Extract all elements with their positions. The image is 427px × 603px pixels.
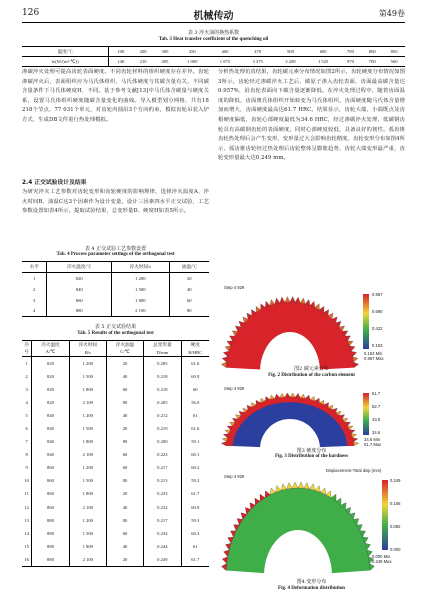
fig4-step-label: Step 4 929 — [224, 474, 245, 479]
table5-cell: 1 200 — [69, 357, 106, 370]
gear-tooth — [352, 357, 357, 363]
table5-cell: 880 — [32, 514, 69, 527]
table5-header-unit: 号 — [22, 349, 32, 357]
table5-cell: 2 — [22, 370, 32, 383]
table-row — [22, 306, 209, 317]
table5-cell: 20 — [106, 553, 143, 566]
table3-cell: 970 — [346, 59, 354, 64]
fig4-min-label: 0.000 Min — [372, 554, 391, 559]
fig4-caption-en: Fig. 4 Deformation distribution — [278, 586, 345, 591]
table4-cell: 1 800 — [112, 295, 170, 306]
gear-tooth — [222, 357, 227, 363]
fig2-step-label: Step 4 929 — [224, 285, 245, 290]
table5-cell: 880 — [32, 540, 69, 553]
table5-cell: 840 — [32, 448, 69, 461]
gear-tooth — [290, 297, 295, 303]
table3-cell: 470 — [254, 49, 262, 54]
fig4-gear-image — [218, 474, 405, 584]
table5-cell: 0.205 — [144, 357, 181, 370]
fig4-caption-cn: 图4 变形分布 — [296, 579, 327, 585]
table5-cell: 80 — [106, 396, 143, 409]
table3-caption-cn: 表 3 淬火油的换热系数 — [187, 30, 240, 36]
table3-caption-en: Tab. 3 Heat transfer coefficient of the quenching oil — [158, 37, 269, 42]
table5-cell: 860 — [32, 474, 69, 487]
table5-cell: 61.7 — [191, 491, 200, 497]
table5-cell: 1 800 — [69, 487, 106, 500]
table-row — [22, 461, 209, 474]
table5-cell: 59.3 — [191, 517, 200, 523]
table5-cell: 820 — [32, 383, 69, 396]
gear-body — [226, 488, 370, 573]
table-row — [22, 527, 209, 540]
fig3-tick-1: 61.7 — [372, 391, 381, 396]
fig4-tick-3: 0.082 — [390, 524, 401, 529]
table5-header: 总变形量 — [144, 341, 181, 349]
table5-cell: 10 — [22, 474, 32, 487]
table-row — [22, 487, 209, 500]
table5-cell: 59.2 — [191, 478, 200, 484]
table5-cell: 20 — [106, 357, 143, 370]
table5-cell: 2 100 — [69, 448, 106, 461]
table5-cell: 60.2 — [191, 465, 200, 471]
table5-cell: 0.218 — [144, 383, 181, 396]
table3-row-label: h/(W/(m²·℃)) — [22, 57, 109, 67]
table3-cell: 3 200 — [285, 59, 296, 64]
table3-cell: 560 — [390, 59, 398, 64]
gear-tooth — [222, 564, 227, 571]
table5-cell: 0.212 — [144, 409, 181, 422]
fig2-gear-image — [218, 290, 405, 374]
gear-tooth — [304, 483, 310, 490]
table5-cell: 8 — [22, 448, 32, 461]
table3-cell: 350 — [188, 49, 196, 54]
table3-cell: 850 — [390, 49, 398, 54]
fig2-tick-2: 0.690 — [372, 309, 383, 314]
table4-cell: 4 — [22, 306, 47, 317]
table5-cell: 60 — [106, 527, 143, 540]
table3-cell: 1 875 — [219, 59, 231, 64]
table-row — [22, 422, 209, 435]
table-row — [22, 370, 209, 383]
table5-cell: 11 — [22, 487, 32, 500]
table5-header-unit: D/mm — [144, 349, 181, 357]
table5-caption-en: Tab. 5 Results of the orthogonal test — [77, 331, 154, 336]
table5-cell: 1 500 — [69, 370, 106, 383]
table5-cell: 60 — [106, 461, 143, 474]
table4-cell: 2 100 — [112, 306, 170, 317]
gear-tooth — [280, 393, 285, 397]
table5-cell: 0.217 — [144, 461, 181, 474]
table-row — [22, 273, 209, 284]
table5-cell: 820 — [32, 396, 69, 409]
table3-cell: 1 000 — [187, 59, 198, 64]
gear-tooth — [285, 297, 290, 303]
table5-cell: 1 200 — [69, 461, 106, 474]
table4-header: 水平 — [22, 262, 47, 273]
table-row — [22, 540, 209, 553]
table5-cell: 40 — [106, 409, 143, 422]
table5-cell: 880 — [32, 553, 69, 566]
gear-tooth — [369, 564, 374, 571]
table-row — [22, 409, 209, 422]
table5-cell: 2 100 — [69, 553, 106, 566]
table-row — [22, 396, 209, 409]
table5-cell: 0.200 — [144, 435, 181, 448]
fig2-caption-en: Fig. 2 Distribution of the carbon element — [268, 373, 355, 378]
fig2-max-label: 0.957 Max — [364, 356, 384, 361]
table5-cell: 2 100 — [69, 396, 106, 409]
table3-cell: 400 — [221, 49, 229, 54]
table5-cell: 840 — [32, 435, 69, 448]
table3-cell: 495 — [161, 59, 169, 64]
fig2-min-label: 0.153 Min — [364, 351, 383, 356]
table5-cell: 40 — [106, 540, 143, 553]
table5-cell: 7 — [22, 435, 32, 448]
gear-body — [226, 397, 354, 447]
table-row — [22, 295, 209, 306]
table5-cell: 0.244 — [144, 540, 181, 553]
table5-cell: 1 800 — [69, 540, 106, 553]
table5-header: 序 — [22, 341, 32, 349]
fig2-tick-1: 0.957 — [372, 292, 383, 297]
fig3-tick-4: 34.6 — [372, 430, 381, 435]
table5-cell: 6 — [22, 422, 32, 435]
table5-header: 淬火时间 — [69, 341, 106, 349]
table5-cell: 1 500 — [69, 474, 106, 487]
table5-cell: 0.218 — [144, 370, 181, 383]
table4-cell: 860 — [47, 295, 112, 306]
table-row — [22, 553, 209, 566]
table3-cell: 700 — [346, 49, 354, 54]
table3-cell: 1 525 — [317, 59, 329, 64]
table5-cell: 0.217 — [144, 514, 181, 527]
table4-cell: 840 — [47, 284, 112, 295]
table5-cell: 4 — [22, 396, 32, 409]
table5-header-unit: A/℃ — [32, 349, 69, 357]
table5-cell: 1 800 — [69, 383, 106, 396]
table5-cell: 16 — [22, 553, 32, 566]
table4-cell: 20 — [187, 275, 192, 281]
table-row — [22, 448, 209, 461]
table5-cell: 60.9 — [191, 504, 200, 510]
table5-cell: 60 — [192, 386, 198, 392]
table5-cell: 9 — [22, 461, 32, 474]
fig2-tick-4: 0.153 — [372, 343, 383, 348]
journal-name: 机械传动 — [193, 11, 234, 22]
volume-label: 第49卷 — [378, 9, 405, 18]
gear-tooth — [290, 393, 295, 397]
table4-header: 淬火温度/℃ — [47, 262, 112, 273]
table5-header-unit: H/HRC — [188, 349, 203, 355]
table4-cell: 1 500 — [112, 284, 170, 295]
table3-cell: 500 — [286, 49, 294, 54]
page-number: 126 — [22, 8, 40, 18]
table5-cell: 880 — [32, 527, 69, 540]
gear-tooth — [295, 393, 300, 397]
table5-cell: 61 — [192, 543, 198, 549]
table5-cell: 2 100 — [69, 501, 106, 514]
table5-cell: 59.1 — [191, 439, 200, 445]
table5-cell: 80 — [106, 514, 143, 527]
gear-tooth — [292, 482, 298, 488]
table5-cell: 1 200 — [69, 514, 106, 527]
fig3-step-label: Step 4 929 — [224, 386, 245, 391]
table5-cell: 0.219 — [144, 422, 181, 435]
fig2-tick-3: 0.422 — [372, 326, 383, 331]
table5-header-unit: C/℃ — [106, 349, 143, 357]
fig4-max-label: 0.249 Max — [372, 559, 392, 564]
gear-tooth — [280, 297, 285, 303]
table4-cell: 3 — [22, 295, 47, 306]
table5-cell: 0.213 — [144, 474, 181, 487]
table5-cell: 820 — [32, 370, 69, 383]
table5-cell: 1 800 — [69, 435, 106, 448]
table5-cell: 20 — [106, 422, 143, 435]
table5-cell: 14 — [22, 527, 32, 540]
fig2-caption-cn: 图2 碳元素分布 — [294, 366, 329, 372]
table5-cell: 12 — [22, 501, 32, 514]
table3-cell: 800 — [368, 49, 376, 54]
table5-cell: 61 — [192, 412, 198, 418]
fig4-tick-1: 0.249 — [390, 478, 401, 483]
table5-cell: 40 — [106, 501, 143, 514]
table5-cell: 860 — [32, 501, 69, 514]
table3-cell: 200 — [139, 49, 147, 54]
table5-cell: 1 — [22, 357, 32, 370]
table5-header: 硬度 — [190, 341, 200, 347]
table-row — [22, 474, 209, 487]
fig3-caption-cn: 图3 硬度分布 — [296, 448, 327, 454]
gear-tooth — [222, 557, 228, 564]
gear-tooth — [295, 297, 300, 303]
table5-cell: 15 — [22, 540, 32, 553]
table5-cell: 1 500 — [69, 527, 106, 540]
table4-header: 淬火时间/s — [112, 262, 170, 273]
table-row — [22, 383, 209, 396]
table3-cell: 100 — [117, 49, 125, 54]
table5-cell: 1 500 — [69, 422, 106, 435]
fig3-min-label: 34.6 Min — [364, 437, 381, 442]
table4-cell: 40 — [187, 286, 192, 292]
table5-cell: 61.7 — [191, 556, 200, 562]
table5-cell: 0.232 — [144, 501, 181, 514]
table5-cell: 0.249 — [144, 553, 181, 566]
table4-cell: 2 — [22, 284, 47, 295]
gear-tooth — [285, 393, 290, 397]
table5-cell: 40 — [106, 370, 143, 383]
table4-caption-cn: 表 4 正交试验工艺参数设置 — [84, 246, 147, 252]
table5-header: 淬火温度 — [32, 341, 69, 349]
table4-caption-en: Tab. 4 Process parameter settings of the orthogonal test — [56, 252, 175, 257]
table5-cell: 840 — [32, 422, 69, 435]
table-row — [22, 435, 209, 448]
table5-cell: 820 — [32, 357, 69, 370]
table4-cell: 80 — [187, 308, 192, 314]
table5-cell: 61.6 — [191, 426, 200, 432]
table5-cell: 0.234 — [144, 527, 181, 540]
fig4-title: Displacement-Total disp (mm) — [326, 468, 382, 473]
table4-cell: 880 — [47, 306, 112, 317]
table3-cell: 600 — [319, 49, 327, 54]
table4-cell: 60 — [187, 297, 192, 303]
table4-cell: 1 200 — [112, 273, 170, 284]
table-row — [22, 514, 209, 527]
fig3-caption-en: Fig. 3 Distribution of the hardness — [274, 454, 349, 459]
table3-row-label: 温度/℃ — [22, 47, 109, 57]
paragraph-left-1: 渗碳淬火处理可提高齿轮表面硬度。不同齿轮材料的组织硬度存在差异。齿轮渗碳淬火后，表面组织应为马氏体组织，马氏体硬度与其碳含量有关，不同碳含量条件下马氏体硬度H，不同。基于参考文献[13]中马氏体含碳量与硬度关系，设置马氏体组织硬度随碳含量变化的曲线。导入模型划分网格，共有18 218个节点、77 031个单元，对齿轮内圆沿3个方向约束，模拟齿轮吊装入炉方式，生成DB文件进行热处理模拟。 — [22, 69, 209, 123]
figure-3 — [218, 386, 405, 458]
figure-2 — [218, 285, 405, 383]
table5-cell: 60.1 — [191, 452, 200, 458]
table5-cell: 13 — [22, 514, 32, 527]
figure-4 — [218, 468, 405, 596]
table5 — [22, 340, 209, 567]
table3-cell: 3 375 — [252, 59, 263, 64]
fig3-max-label: 61.7 Max — [364, 442, 382, 447]
paragraph-left-2: 为研究淬火工艺参数对齿轮变形和齿轮硬度的影响规律，选择淬火温度A、淬火时间B、油温C这3个因素作为设计变量，设计三因素四水平正交试验，工艺参数设置如表4所示。提取试验结果，总变形量D、硬度H如表5所示。 — [22, 189, 209, 215]
table5-cell: 61.6 — [191, 360, 200, 366]
table5-cell: 0.223 — [144, 448, 181, 461]
table5-header: 淬火油温 — [106, 341, 143, 349]
table3-cell: 300 — [161, 49, 169, 54]
table5-cell: 20 — [106, 487, 143, 500]
table5-cell: 80 — [106, 435, 143, 448]
table5-cell: 840 — [32, 409, 69, 422]
table5-header-unit: B/s — [69, 349, 106, 357]
table5-cell: 80 — [106, 474, 143, 487]
table4-header: 油温/℃ — [181, 264, 197, 269]
table5-caption-cn: 表 5 正交试验结果 — [94, 324, 137, 330]
section-heading-2-4: 2.4 正交试验设计及结果 — [22, 180, 87, 186]
page-header — [22, 8, 405, 23]
table4-cell: 1 — [22, 273, 47, 284]
table3-cell: 210 — [139, 59, 147, 64]
gear-body — [226, 302, 354, 370]
gear-tooth — [275, 298, 280, 304]
gear-tooth — [300, 298, 305, 304]
table3 — [22, 46, 405, 67]
table4-cell: 820 — [47, 273, 112, 284]
table5-cell: 3 — [22, 383, 32, 396]
table5-cell: 56.9 — [191, 399, 200, 405]
gear-tooth — [287, 483, 293, 490]
table4 — [22, 261, 209, 317]
table-row — [22, 501, 209, 514]
table5-cell: 60.3 — [191, 530, 200, 536]
table-row — [22, 284, 209, 295]
table5-cell: 0.205 — [144, 396, 181, 409]
table5-cell: 60 — [106, 448, 143, 461]
table3-cell: 140 — [117, 59, 125, 64]
fig4-tick-4: 0.000 — [390, 547, 401, 552]
table5-cell: 60.9 — [191, 373, 200, 379]
fig3-tick-2: 52.7 — [372, 404, 381, 409]
table-row — [22, 357, 209, 370]
paragraph-right: 分析热处理仿真结果，齿轮碳元素分布情况如图2所示，齿轮硬度分布情况如图3所示，齿轮经过渗碳淬火工艺后，碳原子渗入齿轮表面，齿面最高碳含量达0.957%，沿齿轮表面向下碳含量逐渐降低。在淬火处理过程中，随着齿面温度的降低，齿面奥氏体组织开始转变为马氏体组织，齿面硬度随马氏体含量增加而增大，齿面硬度最高达61.7 HRC。结果显示，齿轮大端、小端既点及齿根硬度偏低，齿轮心部硬度最低为34.6 HRC，经过渗碳淬火处理，低碳钢齿轮具有高碳钢齿轮的表面硬度，同时心部硬度较低，具备良好的韧性。弧齿锥齿轮热处理后会产生变形，变形量过大会影响齿轮精度。齿轮变形分布如图4所示，弧齿锥齿轮经过热处理后齿轮整体呈膨胀趋势，齿轮大端变形最严重，齿轮变形量最大达0.249 mm。 — [218, 69, 405, 162]
table3-cell: 700 — [368, 59, 376, 64]
fig3-tick-3: 43.6 — [372, 417, 381, 422]
gear-tooth — [221, 442, 226, 446]
gear-tooth — [353, 442, 358, 446]
table5-cell: 860 — [32, 487, 69, 500]
gear-tooth — [298, 482, 304, 488]
fig4-tick-2: 0.166 — [390, 501, 401, 506]
table5-cell: 60 — [106, 383, 143, 396]
table5-cell: 5 — [22, 409, 32, 422]
table5-cell: 1 200 — [69, 409, 106, 422]
table5-cell: 0.233 — [144, 487, 181, 500]
table5-cell: 860 — [32, 461, 69, 474]
